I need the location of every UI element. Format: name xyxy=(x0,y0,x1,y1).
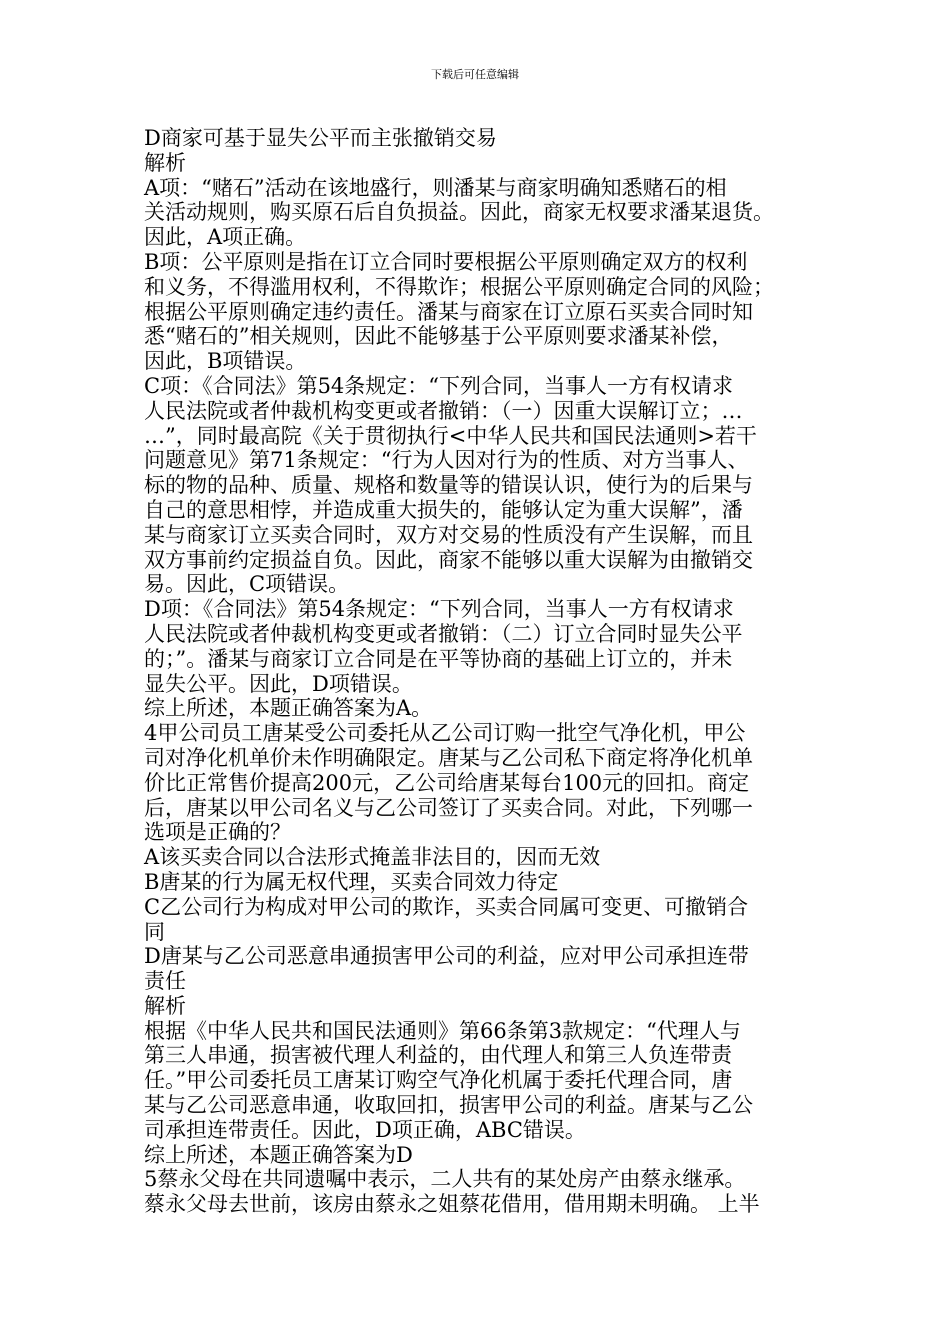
text-line: 悉“赌石的”相关规则，因此不能够基于公平原则要求潘某补偿， xyxy=(144,324,733,349)
text-line: 自己的意思相悖，并造成重大损失的，能够认定为重大误解”，潘 xyxy=(144,497,743,522)
text-line: 双方事前约定损益自负。因此，商家不能够以重大误解为由撤销交 xyxy=(144,547,753,572)
text-line: 选项是正确的？ xyxy=(144,820,291,845)
text-line: 第三人串通，损害被代理人利益的，由代理人和第三人负连带责 xyxy=(144,1043,732,1068)
text-line: 4甲公司员工唐某受公司委托从乙公司订购一批空气净化机，甲公 xyxy=(144,721,746,746)
text-line: 根据公平原则确定违约责任。潘某与商家在订立原石买卖合同时知 xyxy=(144,299,753,324)
text-line: 蔡永父母去世前，该房由蔡永之姐蔡花借用，借用期未明确。 上半 xyxy=(144,1192,760,1217)
text-line: 某与乙公司恶意串通，收取回扣，损害甲公司的利益。唐某与乙公 xyxy=(144,1093,753,1118)
text-line: 后，唐某以甲公司名义与乙公司签订了买卖合同。对此，下列哪一 xyxy=(144,795,753,820)
text-line: D项：《合同法》第54条规定：“下列合同，当事人一方有权请求 xyxy=(144,597,734,622)
text-line: D唐某与乙公司恶意串通损害甲公司的利益，应对甲公司承担连带 xyxy=(144,944,749,969)
text-line: 任。”甲公司委托员工唐某订购空气净化机属于委托代理合同，唐 xyxy=(144,1068,733,1093)
text-line: 人民法院或者仲裁机构变更或者撤销：（一）因重大误解订立；… xyxy=(144,398,743,423)
text-line: 因此，B项错误。 xyxy=(144,349,307,374)
text-line: 问题意见》第71条规定：“行为人因对行为的性质、对方当事人、 xyxy=(144,448,749,473)
text-line: D商家可基于显失公平而主张撤销交易 xyxy=(144,126,497,150)
text-line: A项：“赌石”活动在该地盛行，则潘某与商家明确知悉赌石的相 xyxy=(144,175,727,200)
text-line: A该买卖合同以合法形式掩盖非法目的，因而无效 xyxy=(144,845,601,870)
page-header: 下载后可任意编辑 xyxy=(431,68,519,81)
text-line: 的；”。潘某与商家订立合同是在平等协商的基础上订立的，并未 xyxy=(144,646,733,671)
text-line: 因此，A项正确。 xyxy=(144,225,307,250)
text-line: 5蔡永父母在共同遗嘱中表示，二人共有的某处房产由蔡永继承。 xyxy=(144,1167,746,1192)
text-line: 司承担连带责任。因此，D项正确，ABC错误。 xyxy=(144,1117,586,1142)
document-body xyxy=(144,126,816,1217)
text-line: B项：公平原则是指在订立合同时要根据公平原则确定双方的权利 xyxy=(144,249,748,274)
text-line: 价比正常售价提高200元，乙公司给唐某每台100元的回扣。商定 xyxy=(144,770,750,795)
text-line: 显失公平。因此，D项错误。 xyxy=(144,671,413,696)
text-line: 司对净化机单价未作明确限定。唐某与乙公司私下商定将净化机单 xyxy=(144,745,753,770)
text-line: 某与商家订立买卖合同时，双方对交易的性质没有产生误解，而且 xyxy=(144,522,753,547)
text-line: 关活动规则，购买原石后自负损益。因此，商家无权要求潘某退货。 xyxy=(144,200,774,225)
text-line: 标的物的品种、质量、规格和数量等的错误认识，使行为的后果与 xyxy=(144,473,753,498)
text-line: C乙公司行为构成对甲公司的欺诈，买卖合同属可变更、可撤销合 xyxy=(144,894,749,919)
text-line: …”，同时最高院《关于贯彻执行<中华人民共和国民法通则>若干 xyxy=(144,423,757,448)
text-line: 综上所述，本题正确答案为D xyxy=(144,1142,413,1167)
text-line: 责任 xyxy=(144,969,186,994)
text-line: 同 xyxy=(144,919,165,944)
text-line: 解析 xyxy=(144,993,186,1018)
text-line: 解析 xyxy=(144,150,186,175)
text-line: 和义务，不得滥用权利，不得欺诈；根据公平原则确定合同的风险； xyxy=(144,274,774,299)
text-line: 根据《中华人民共和国民法通则》第66条第3款规定：“代理人与 xyxy=(144,1018,741,1043)
text-line: 综上所述，本题正确答案为A。 xyxy=(144,696,433,721)
text-line: 易。因此，C项错误。 xyxy=(144,572,350,597)
text-line: C项：《合同法》第54条规定：“下列合同，当事人一方有权请求 xyxy=(144,373,734,398)
text-line: 人民法院或者仲裁机构变更或者撤销：（二）订立合同时显失公平 xyxy=(144,621,743,646)
text-line: B唐某的行为属无权代理，买卖合同效力待定 xyxy=(144,869,559,894)
